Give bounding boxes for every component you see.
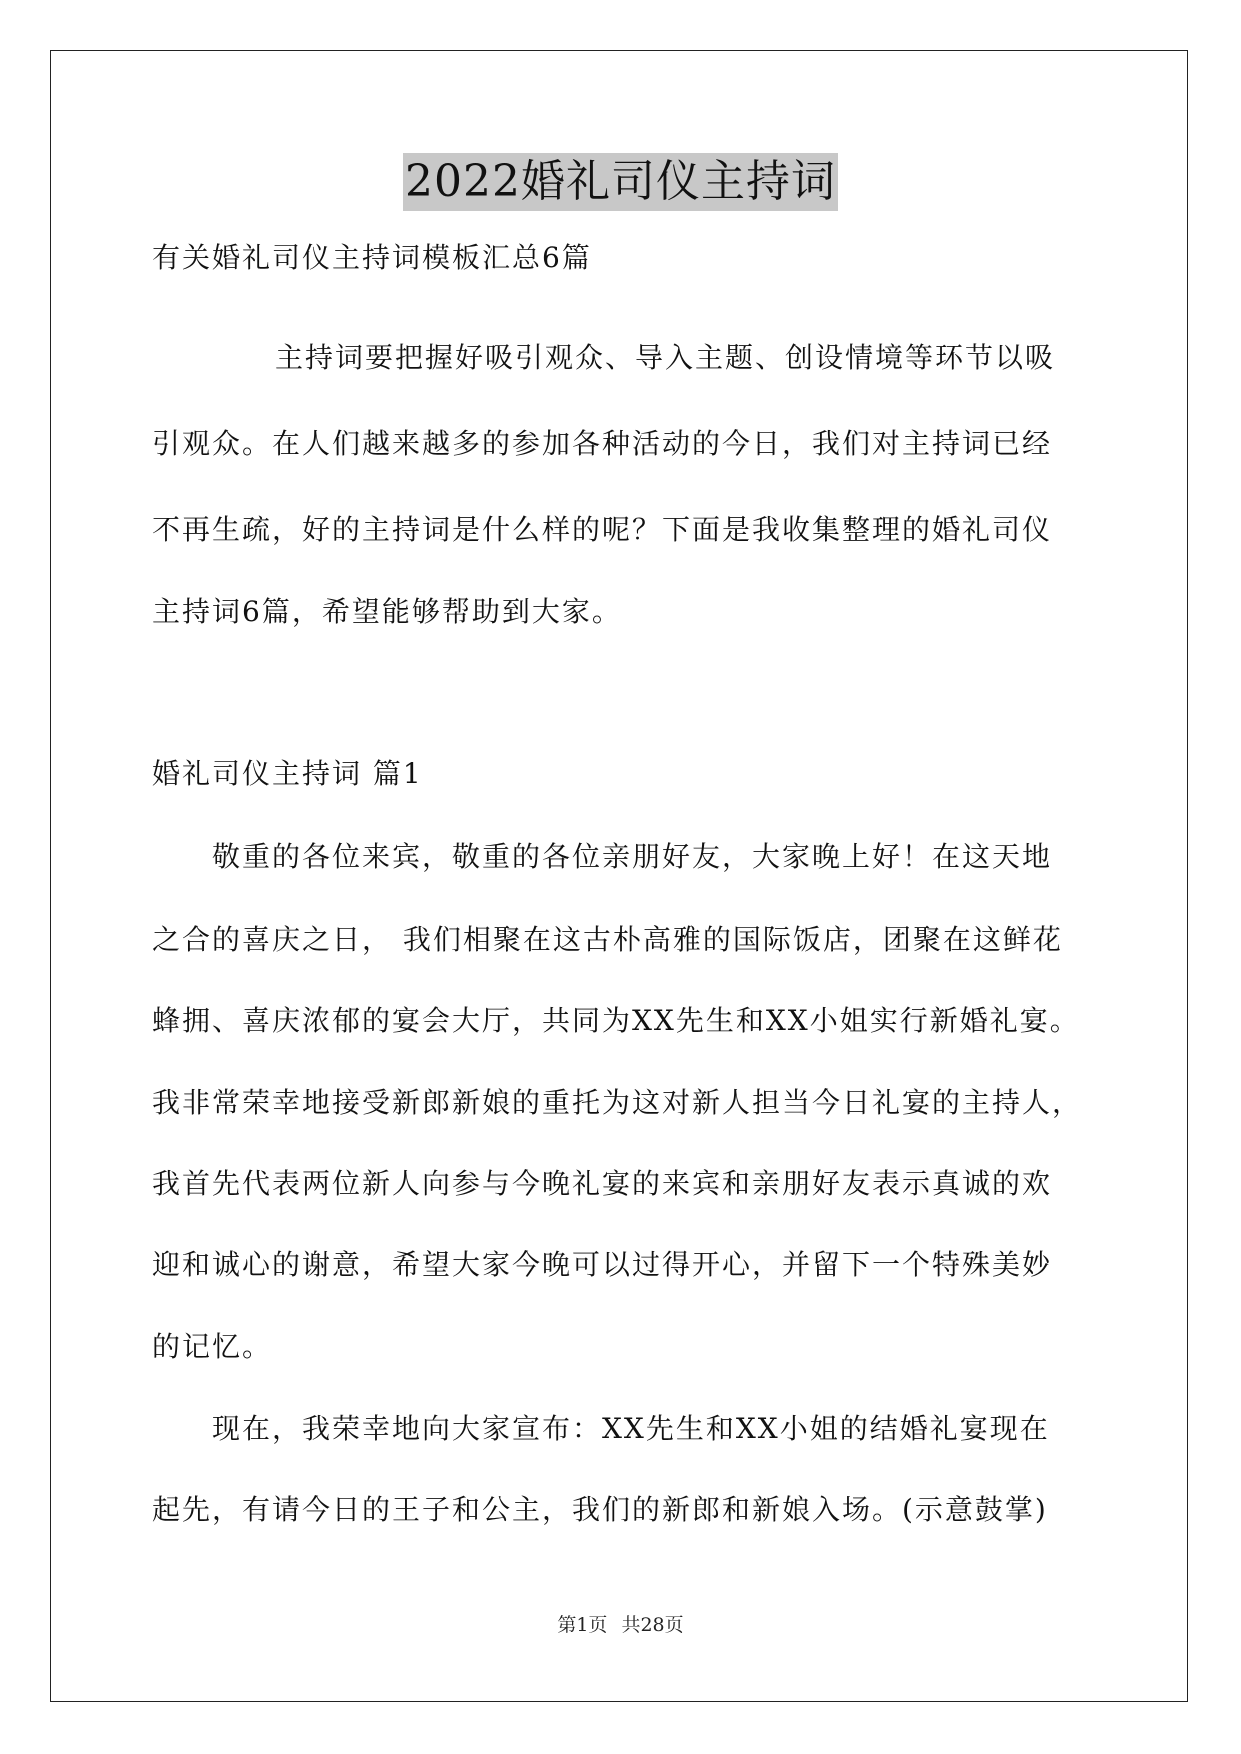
intro-line: 不再生疏，好的主持词是什么样的呢？下面是我收集整理的婚礼司仪 — [152, 513, 1053, 546]
body-line: 之合的喜庆之日， 我们相聚在这古朴高雅的国际饭店，团聚在这鲜花 — [152, 923, 1063, 956]
body-line: 我首先代表两位新人向参与今晚礼宴的来宾和亲朋好友表示真诚的欢 — [152, 1167, 1053, 1200]
page-footer — [0, 1612, 1241, 1638]
document-subtitle: 有关婚礼司仪主持词模板汇总6篇 — [152, 241, 592, 274]
body-line: 起先，有请今日的王子和公主，我们的新郎和新娘入场。(示意鼓掌) — [152, 1493, 1048, 1526]
body-line: 迎和诚心的谢意，希望大家今晚可以过得开心，并留下一个特殊美妙 — [152, 1248, 1053, 1281]
body-line: 蜂拥、喜庆浓郁的宴会大厅，共同为XX先生和XX小姐实行新婚礼宴。 — [152, 1004, 1080, 1037]
body-line: 敬重的各位来宾，敬重的各位亲朋好友，大家晚上好！在这天地 — [212, 840, 1053, 873]
title-container — [0, 153, 1241, 211]
section-heading: 婚礼司仪主持词 篇1 — [152, 757, 423, 790]
intro-line: 主持词要把握好吸引观众、导入主题、创设情境等环节以吸 — [275, 341, 1056, 374]
body-line: 的记忆。 — [152, 1330, 273, 1363]
document-title: 2022婚礼司仪主持词 — [403, 153, 838, 211]
intro-line: 引观众。在人们越来越多的参加各种活动的今日，我们对主持词已经 — [152, 427, 1053, 460]
body-line: 我非常荣幸地接受新郎新娘的重托为这对新人担当今日礼宴的主持人， — [152, 1086, 1083, 1119]
page-number: 第1页 — [557, 1614, 608, 1636]
body-line: 现在，我荣幸地向大家宣布：XX先生和XX小姐的结婚礼宴现在 — [212, 1412, 1050, 1445]
intro-line: 主持词6篇，希望能够帮助到大家。 — [152, 595, 622, 628]
page-total: 共28页 — [621, 1614, 684, 1636]
